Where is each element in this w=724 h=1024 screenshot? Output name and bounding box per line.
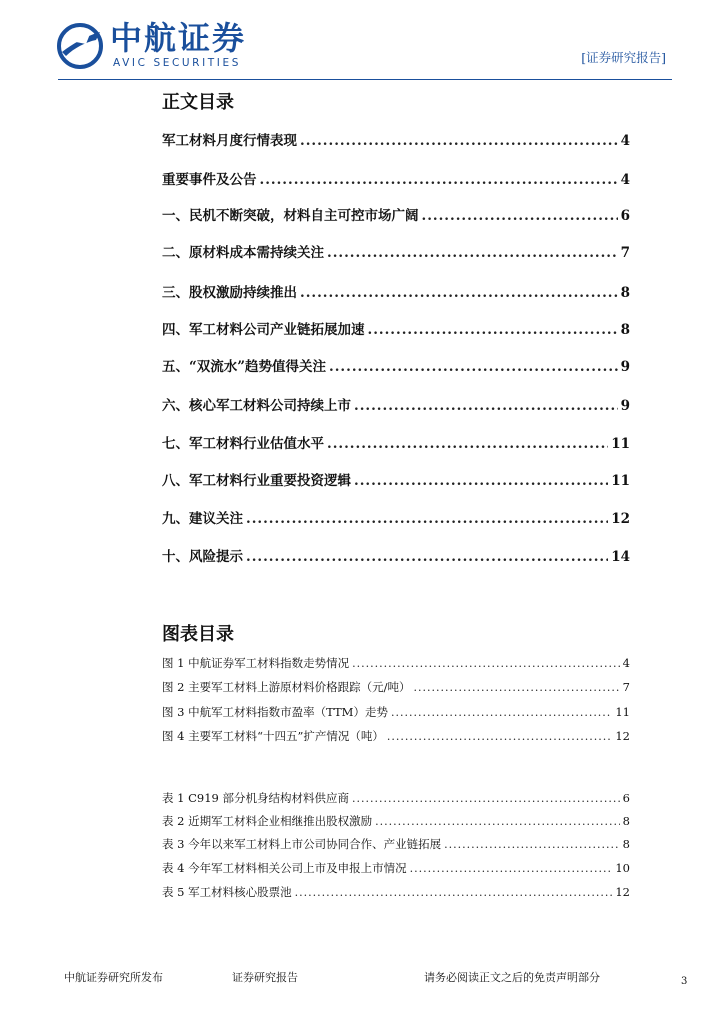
toc-item-number: 六、 bbox=[162, 398, 189, 414]
toc-item-page: 8 bbox=[620, 285, 630, 301]
toc-item-label: 风险提示 bbox=[189, 549, 243, 565]
report-type-tag: [证券研究报告] bbox=[581, 50, 666, 65]
figure-toc-label: 图 2 主要军工材料上游原材料价格跟踪（元/吨） bbox=[162, 680, 411, 694]
table-toc-item[interactable] bbox=[162, 790, 630, 806]
figure-toc-item[interactable] bbox=[162, 728, 630, 744]
toc-leader-dots bbox=[260, 171, 618, 189]
toc-item[interactable] bbox=[162, 284, 630, 302]
toc-item-page: 6 bbox=[620, 208, 630, 224]
toc-leader-dots bbox=[422, 207, 618, 225]
table-toc-page: 12 bbox=[615, 885, 630, 899]
table-toc-item[interactable] bbox=[162, 884, 630, 900]
figure-toc-item[interactable] bbox=[162, 655, 630, 671]
toc-item[interactable] bbox=[162, 244, 630, 262]
toc-item-page: 4 bbox=[620, 172, 630, 188]
toc-item-page: 7 bbox=[620, 245, 630, 261]
toc-item-label: 军工材料行业重要投资逻辑 bbox=[189, 473, 351, 489]
toc-item[interactable] bbox=[162, 510, 630, 528]
toc-leader-dots bbox=[375, 814, 620, 829]
table-toc-item[interactable] bbox=[162, 813, 630, 829]
toc-item[interactable] bbox=[162, 472, 630, 490]
avic-logo-icon bbox=[56, 22, 104, 70]
toc-item-number: 三、 bbox=[162, 285, 189, 301]
toc-item-label: 军工材料公司产业链拓展加速 bbox=[189, 322, 365, 338]
table-toc-page: 8 bbox=[622, 837, 630, 851]
footer-publisher: 中航证券研究所发布 bbox=[64, 971, 163, 984]
toc-leader-dots bbox=[300, 132, 618, 150]
toc-item-label: 军工材料行业估值水平 bbox=[189, 436, 324, 452]
figure-toc-page: 4 bbox=[622, 656, 630, 670]
table-toc-page: 8 bbox=[622, 814, 630, 828]
toc-item-number: 五、 bbox=[162, 359, 189, 375]
toc-item-page: 4 bbox=[620, 133, 630, 149]
toc-item[interactable] bbox=[162, 397, 630, 415]
toc-item[interactable] bbox=[162, 548, 630, 566]
toc-leader-dots bbox=[414, 680, 620, 695]
toc-item-number: 二、 bbox=[162, 245, 189, 261]
toc-item-page: 11 bbox=[611, 436, 630, 452]
toc-title: 正文目录 bbox=[162, 92, 234, 113]
toc-item-page: 8 bbox=[620, 322, 630, 338]
footer-disclaimer-note: 请务必阅读正文之后的免责声明部分 bbox=[424, 971, 600, 984]
toc-item-label: 股权激励持续推出 bbox=[189, 285, 297, 301]
table-toc-label: 表 1 C919 部分机身结构材料供应商 bbox=[162, 791, 350, 805]
table-toc-item[interactable] bbox=[162, 836, 630, 852]
toc-item-page: 14 bbox=[611, 549, 630, 565]
toc-item-page: 9 bbox=[620, 359, 630, 375]
table-toc-item[interactable] bbox=[162, 860, 630, 876]
toc-leader-dots bbox=[329, 358, 618, 376]
table-toc-page: 6 bbox=[622, 791, 630, 805]
toc-item-number: 四、 bbox=[162, 322, 189, 338]
page-footer bbox=[0, 970, 724, 994]
toc-leader-dots bbox=[368, 321, 618, 339]
toc-leader-dots bbox=[327, 244, 618, 262]
toc-leader-dots bbox=[352, 656, 620, 671]
brand-name-cn: 中航证券 bbox=[110, 19, 247, 57]
page-number: 3 bbox=[681, 976, 688, 987]
toc-leader-dots bbox=[300, 284, 618, 302]
toc-item-page: 11 bbox=[611, 473, 630, 489]
toc-leader-dots bbox=[327, 435, 608, 453]
figure-toc-label: 图 1 中航证券军工材料指数走势情况 bbox=[162, 656, 350, 670]
toc-leader-dots bbox=[354, 472, 608, 490]
toc-item-page: 9 bbox=[620, 398, 630, 414]
figure-toc-page: 11 bbox=[615, 705, 630, 719]
toc-item-label: 重要事件及公告 bbox=[162, 172, 257, 188]
toc-item-label: 核心军工材料公司持续上市 bbox=[189, 398, 351, 414]
toc-item-label: 民机不断突破，材料自主可控市场广阔 bbox=[189, 208, 419, 224]
toc-item[interactable] bbox=[162, 435, 630, 453]
toc-leader-dots bbox=[444, 837, 620, 852]
brand-name-en: AVIC SECURITIES bbox=[113, 57, 241, 69]
figure-toc-title: 图表目录 bbox=[162, 624, 234, 645]
toc-leader-dots bbox=[354, 397, 618, 415]
table-toc-label: 表 4 今年军工材料相关公司上市及申报上市情况 bbox=[162, 861, 407, 875]
page-header bbox=[0, 0, 724, 82]
toc-item-number: 十、 bbox=[162, 549, 189, 565]
toc-leader-dots bbox=[352, 791, 620, 806]
toc-leader-dots bbox=[246, 548, 608, 566]
toc-item-label: 军工材料月度行情表现 bbox=[162, 133, 297, 149]
toc-item-label: 建议关注 bbox=[189, 511, 243, 527]
toc-item-page: 12 bbox=[611, 511, 630, 527]
toc-item[interactable] bbox=[162, 207, 630, 225]
table-toc-label: 表 2 近期军工材料企业相继推出股权激励 bbox=[162, 814, 373, 828]
toc-item-number: 八、 bbox=[162, 473, 189, 489]
toc-leader-dots bbox=[387, 729, 612, 744]
figure-toc-label: 图 3 中航军工材料指数市盈率（TTM）走势 bbox=[162, 705, 388, 719]
figure-toc-label: 图 4 主要军工材料“十四五”扩产情况（吨） bbox=[162, 729, 384, 743]
footer-report-type: 证券研究报告 bbox=[232, 971, 298, 984]
toc-item-label: 原材料成本需持续关注 bbox=[189, 245, 324, 261]
toc-item[interactable] bbox=[162, 132, 630, 150]
toc-item[interactable] bbox=[162, 171, 630, 189]
toc-item[interactable] bbox=[162, 358, 630, 376]
toc-leader-dots bbox=[410, 861, 613, 876]
header-divider bbox=[58, 79, 672, 80]
figure-toc-item[interactable] bbox=[162, 679, 630, 695]
toc-item[interactable] bbox=[162, 321, 630, 339]
table-toc-page: 10 bbox=[615, 861, 630, 875]
figure-toc-item[interactable] bbox=[162, 704, 630, 720]
table-toc-label: 表 3 今年以来军工材料上市公司协同合作、产业链拓展 bbox=[162, 837, 442, 851]
toc-leader-dots bbox=[391, 705, 612, 720]
toc-leader-dots bbox=[295, 885, 613, 900]
toc-item-number: 七、 bbox=[162, 436, 189, 452]
toc-item-label: “双流水”趋势值得关注 bbox=[189, 359, 327, 375]
figure-toc-page: 12 bbox=[615, 729, 630, 743]
toc-item-number: 一、 bbox=[162, 208, 189, 224]
toc-item-number: 九、 bbox=[162, 511, 189, 527]
toc-leader-dots bbox=[246, 510, 608, 528]
table-toc-label: 表 5 军工材料核心股票池 bbox=[162, 885, 292, 899]
figure-toc-page: 7 bbox=[622, 680, 630, 694]
